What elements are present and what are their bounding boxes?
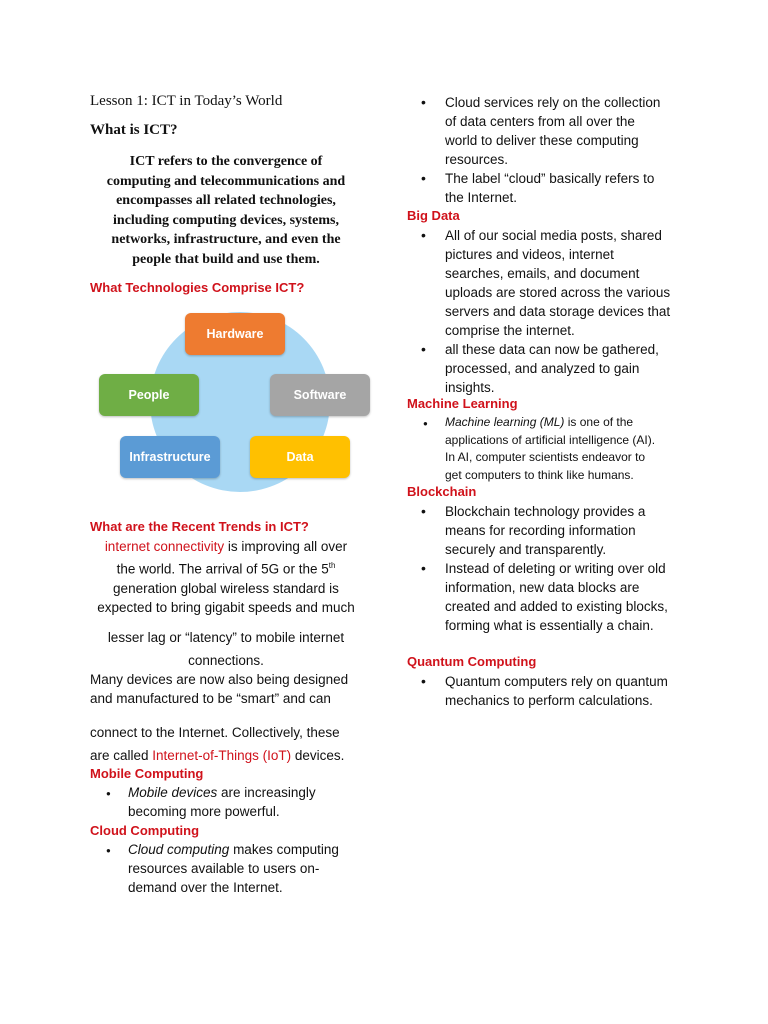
iot-line: connect to the Internet. Collectively, these (90, 725, 340, 740)
iot-paragraph (90, 670, 370, 708)
iot-term: Internet-of-Things (IoT) (152, 748, 292, 763)
item-text: becoming more powerful. (128, 804, 280, 819)
connectivity-text: is improving all over (224, 539, 348, 554)
item-text: applications of artificial intelligence (AI). (445, 432, 656, 447)
quantum-computing-list (407, 672, 707, 710)
list-item (90, 783, 370, 821)
list-item (407, 226, 707, 340)
item-text: pictures and videos, internet (445, 247, 614, 262)
italic-term: Cloud computing (128, 842, 230, 857)
cloud-computing-list (90, 840, 370, 897)
big-data-heading: Big Data (407, 208, 460, 223)
item-text: get computers to think like humans. (445, 467, 634, 482)
list-item (407, 93, 707, 169)
item-text: resources available to users on- (128, 861, 320, 876)
technologies-heading: What Technologies Comprise ICT? (90, 280, 305, 295)
infrastructure-label: Infrastructure (129, 450, 211, 464)
item-text: forming what is essentially a chain. (445, 618, 654, 633)
list-item (407, 169, 707, 207)
connectivity-line (88, 556, 364, 579)
item-text: searches, emails, and document (445, 266, 640, 281)
item-text: servers and data storage devices that (445, 304, 671, 319)
item-text: created and added to existing blocks, (445, 599, 668, 614)
definition-line: networks, infrastructure, and even the (111, 232, 341, 247)
item-text: Cloud services rely on the collection (445, 95, 661, 110)
superscript: th (328, 561, 336, 570)
data-label: Data (286, 450, 314, 464)
connectivity-paragraph (88, 537, 364, 617)
lesson-title: Lesson 1: ICT in Today’s World (90, 93, 283, 109)
section-heading-what-is-ict: What is ICT? (90, 122, 178, 138)
connectivity-line (88, 537, 364, 556)
item-text: the Internet. (445, 190, 518, 205)
iot-line (90, 746, 370, 765)
item-text: Instead of deleting or writing over old (445, 561, 666, 576)
item-text: uploads are stored across the various (445, 285, 671, 300)
people-label: People (128, 388, 170, 402)
list-item (407, 672, 707, 710)
connectivity-line: connections. (188, 653, 264, 668)
definition-line: including computing devices, systems, (113, 212, 339, 228)
item-text: insights. (445, 380, 495, 395)
italic-term: Mobile devices (128, 785, 218, 800)
item-text: processed, and analyzed to gain (445, 361, 640, 376)
machine-learning-heading: Machine Learning (407, 396, 518, 411)
connectivity-paragraph-cont (88, 628, 364, 670)
iot-paragraph-cont (90, 723, 370, 765)
item-text: comprise the internet. (445, 323, 575, 338)
italic-term: Machine learning (ML) (445, 415, 565, 429)
iot-text: devices. (291, 748, 345, 763)
definition-line: people that build and use them. (132, 251, 320, 267)
item-text: makes computing (229, 842, 339, 857)
item-text: Blockchain technology provides a (445, 504, 646, 519)
definition-line: computing and telecommunications and (106, 173, 346, 189)
item-text: of data centers from all over the (445, 114, 635, 129)
quantum-computing-heading: Quantum Computing (407, 654, 537, 669)
mobile-computing-list (90, 783, 370, 821)
big-data-list (407, 226, 707, 397)
people-box (99, 374, 199, 416)
connectivity-line: generation global wireless standard is (113, 580, 339, 596)
item-text: securely and transparently. (445, 542, 607, 557)
infrastructure-box (120, 436, 220, 478)
connectivity-line: expected to bring gigabit speeds and much (97, 599, 355, 615)
item-text: resources. (445, 152, 509, 167)
hardware-box (185, 313, 285, 355)
item-text: all these data can now be gathered, (445, 342, 659, 357)
connectivity-line: lesser lag or “latency” to mobile internet (107, 630, 345, 645)
mobile-computing-heading: Mobile Computing (90, 766, 204, 781)
list-item (90, 840, 370, 897)
iot-text: are called (90, 748, 153, 763)
blockchain-list (407, 502, 707, 635)
list-item (407, 502, 707, 559)
cloud-bullets (407, 93, 707, 207)
cloud-computing-heading: Cloud Computing (90, 823, 200, 838)
ict-components-diagram (95, 305, 375, 505)
item-text: Quantum computers rely on quantum (445, 674, 668, 689)
machine-learning-list (407, 414, 707, 484)
list-item (407, 340, 707, 397)
item-text: In AI, computer scientists endeavor to (445, 450, 646, 464)
ict-definition (88, 152, 364, 269)
connectivity-term: internet connectivity (104, 539, 225, 554)
connectivity-text: the world. The arrival of 5G or the 5 (116, 561, 329, 577)
item-text: mechanics to perform calculations. (445, 693, 653, 708)
blockchain-heading: Blockchain (407, 484, 477, 499)
item-text: The label “cloud” basically refers to (445, 171, 655, 186)
software-label: Software (293, 388, 347, 402)
data-box (250, 436, 350, 478)
item-text: world to deliver these computing (445, 133, 639, 148)
item-text: demand over the Internet. (128, 880, 283, 895)
item-text: information, new data blocks are (445, 580, 640, 595)
definition-line: ICT refers to the convergence of (129, 154, 323, 169)
iot-line: and manufactured to be “smart” and can (90, 691, 331, 706)
hardware-label: Hardware (206, 327, 264, 341)
item-text: is one of the (564, 415, 634, 429)
item-text: are increasingly (217, 785, 316, 800)
trends-heading: What are the Recent Trends in ICT? (90, 519, 309, 534)
software-box (270, 374, 370, 416)
item-text: All of our social media posts, shared (445, 228, 662, 243)
iot-line: Many devices are now also being designed (90, 672, 349, 687)
definition-line: encompasses all related technologies, (116, 193, 336, 208)
list-item (407, 559, 707, 635)
list-item (407, 414, 707, 484)
item-text: means for recording information (445, 523, 636, 538)
